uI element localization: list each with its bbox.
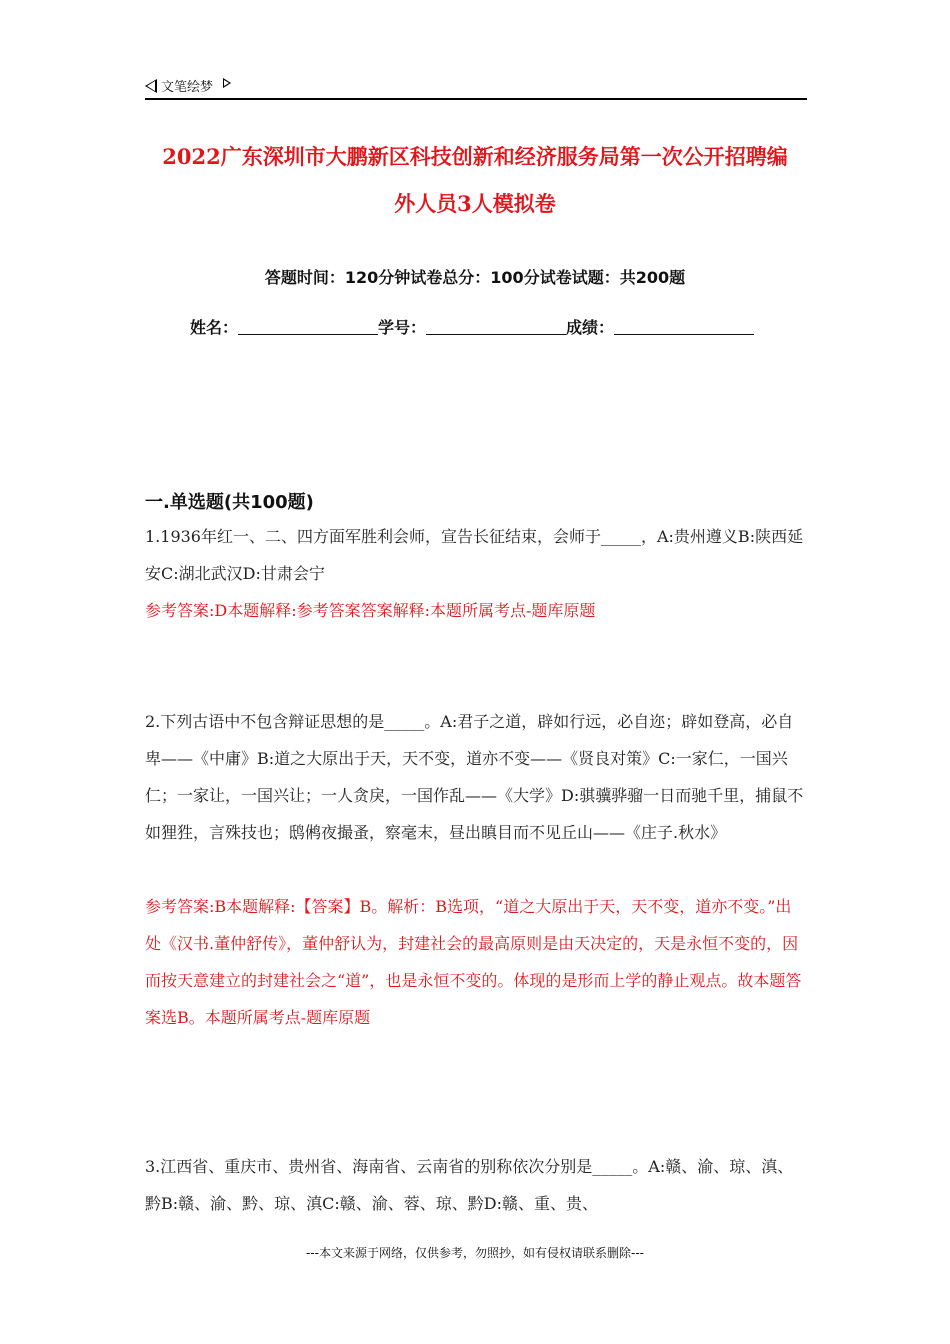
name-blank <box>238 320 378 335</box>
score-blank <box>614 320 754 335</box>
document-title-line2: 外人员3人模拟卷 <box>394 191 556 216</box>
id-blank <box>426 320 566 335</box>
score-label: 成绩： <box>566 318 615 337</box>
answer-1: 参考答案:D本题解释:参考答案答案解释:本题所属考点-题库原题 <box>145 601 596 620</box>
question-3: 3.江西省、重庆市、贵州省、海南省、云南省的别称依次分别是_____。A:赣、渝、琼、滇、黔B:赣、渝、黔、琼、滇C:赣、渝、蓉、琼、黔D:赣、重、贵、 <box>145 1157 794 1213</box>
document-title-line1: 2022广东深圳市大鹏新区科技创新和经济服务局第一次公开招聘编 <box>162 144 788 169</box>
section-title: 一.单选题(共100题) <box>145 492 314 513</box>
student-fields <box>190 315 810 338</box>
brand-text: 文笔绘梦 <box>161 80 214 95</box>
answer-2: 参考答案:B本题解释:【答案】B。解析：B选项，“道之大原出于天，天不变，道亦不变。”出处《汉书.董仲舒传》，董仲舒认为，封建社会的最高原则是由天决定的，天是永恒不变的，因而按天意建立的封建社会之“道”，也是永恒不变的。体现的是形而上学的静止观点。故本题答案选B。本题所属考点-题库原题 <box>145 897 802 1027</box>
id-label: 学号： <box>378 318 427 337</box>
triangle-right-icon <box>223 78 231 88</box>
triangle-left-icon <box>145 79 157 93</box>
page-header <box>145 74 807 100</box>
exam-info: 答题时间：120分钟试卷总分：100分试卷试题：共200题 <box>264 268 686 287</box>
question-1: 1.1936年红一、二、四方面军胜利会师，宣告长征结束，会师于_____，A:贵州遵义B:陕西延安C:湖北武汉D:甘肃会宁 <box>145 527 804 583</box>
name-label: 姓名： <box>190 318 239 337</box>
footer-disclaimer: ---本文来源于网络，仅供参考，勿照抄，如有侵权请联系删除--- <box>306 1246 644 1260</box>
brand <box>145 76 231 95</box>
question-2: 2.下列古语中不包含辩证思想的是_____。A:君子之道，辟如行远，必自迩；辟如登高，必自卑——《中庸》B:道之大原出于天，天不变，道亦不变——《贤良对策》C:一家仁，一国兴仁；一家让，一国兴让；一人贪戾，一国作乱——《大学》D:骐骥骅骝一日而驰千里，捕鼠不如狸狌，言殊技也；鸱鸺夜撮蚤，察毫末，昼出瞋目而不见丘山——《庄子.秋水》 <box>145 712 804 842</box>
